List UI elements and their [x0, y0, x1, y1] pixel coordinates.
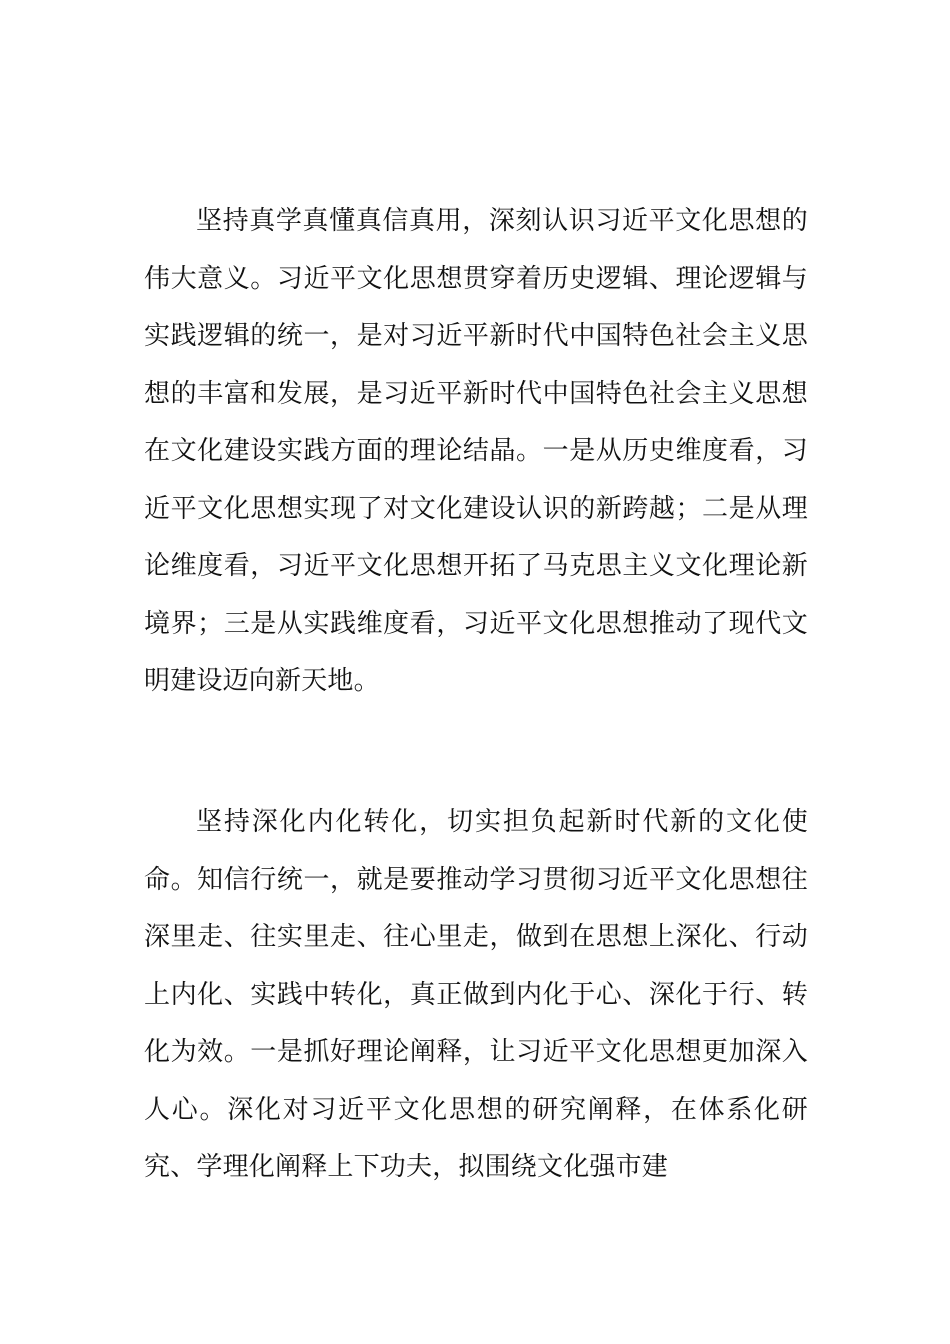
paragraph-2: 坚持深化内化转化，切实担负起新时代新的文化使命。知信行统一，就是要推动学习贯彻习近平文化思想往深里走、往实里走、往心里走，做到在思想上深化、行动上内化、实践中转化，真正做到内化于心、深化于行、转化为效。一是抓好理论阐释，让习近平文化思想更加深入人心。深化对习近平文化思想的研究阐释，在体系化研究、学理化阐释上下功夫，拟围绕文化强市建 [144, 807, 808, 1182]
paragraph-1: 坚持真学真懂真信真用，深刻认识习近平文化思想的伟大意义。习近平文化思想贯穿着历史逻辑、理论逻辑与实践逻辑的统一，是对习近平新时代中国特色社会主义思想的丰富和发展，是习近平新时代中国特色社会主义思想在文化建设实践方面的理论结晶。一是从历史维度看，习近平文化思想实现了对文化建设认识的新跨越；二是从理论维度看，习近平文化思想开拓了马克思主义文化理论新境界；三是从实践维度看，习近平文化思想推动了现代文明建设迈向新天地。 [144, 206, 808, 696]
